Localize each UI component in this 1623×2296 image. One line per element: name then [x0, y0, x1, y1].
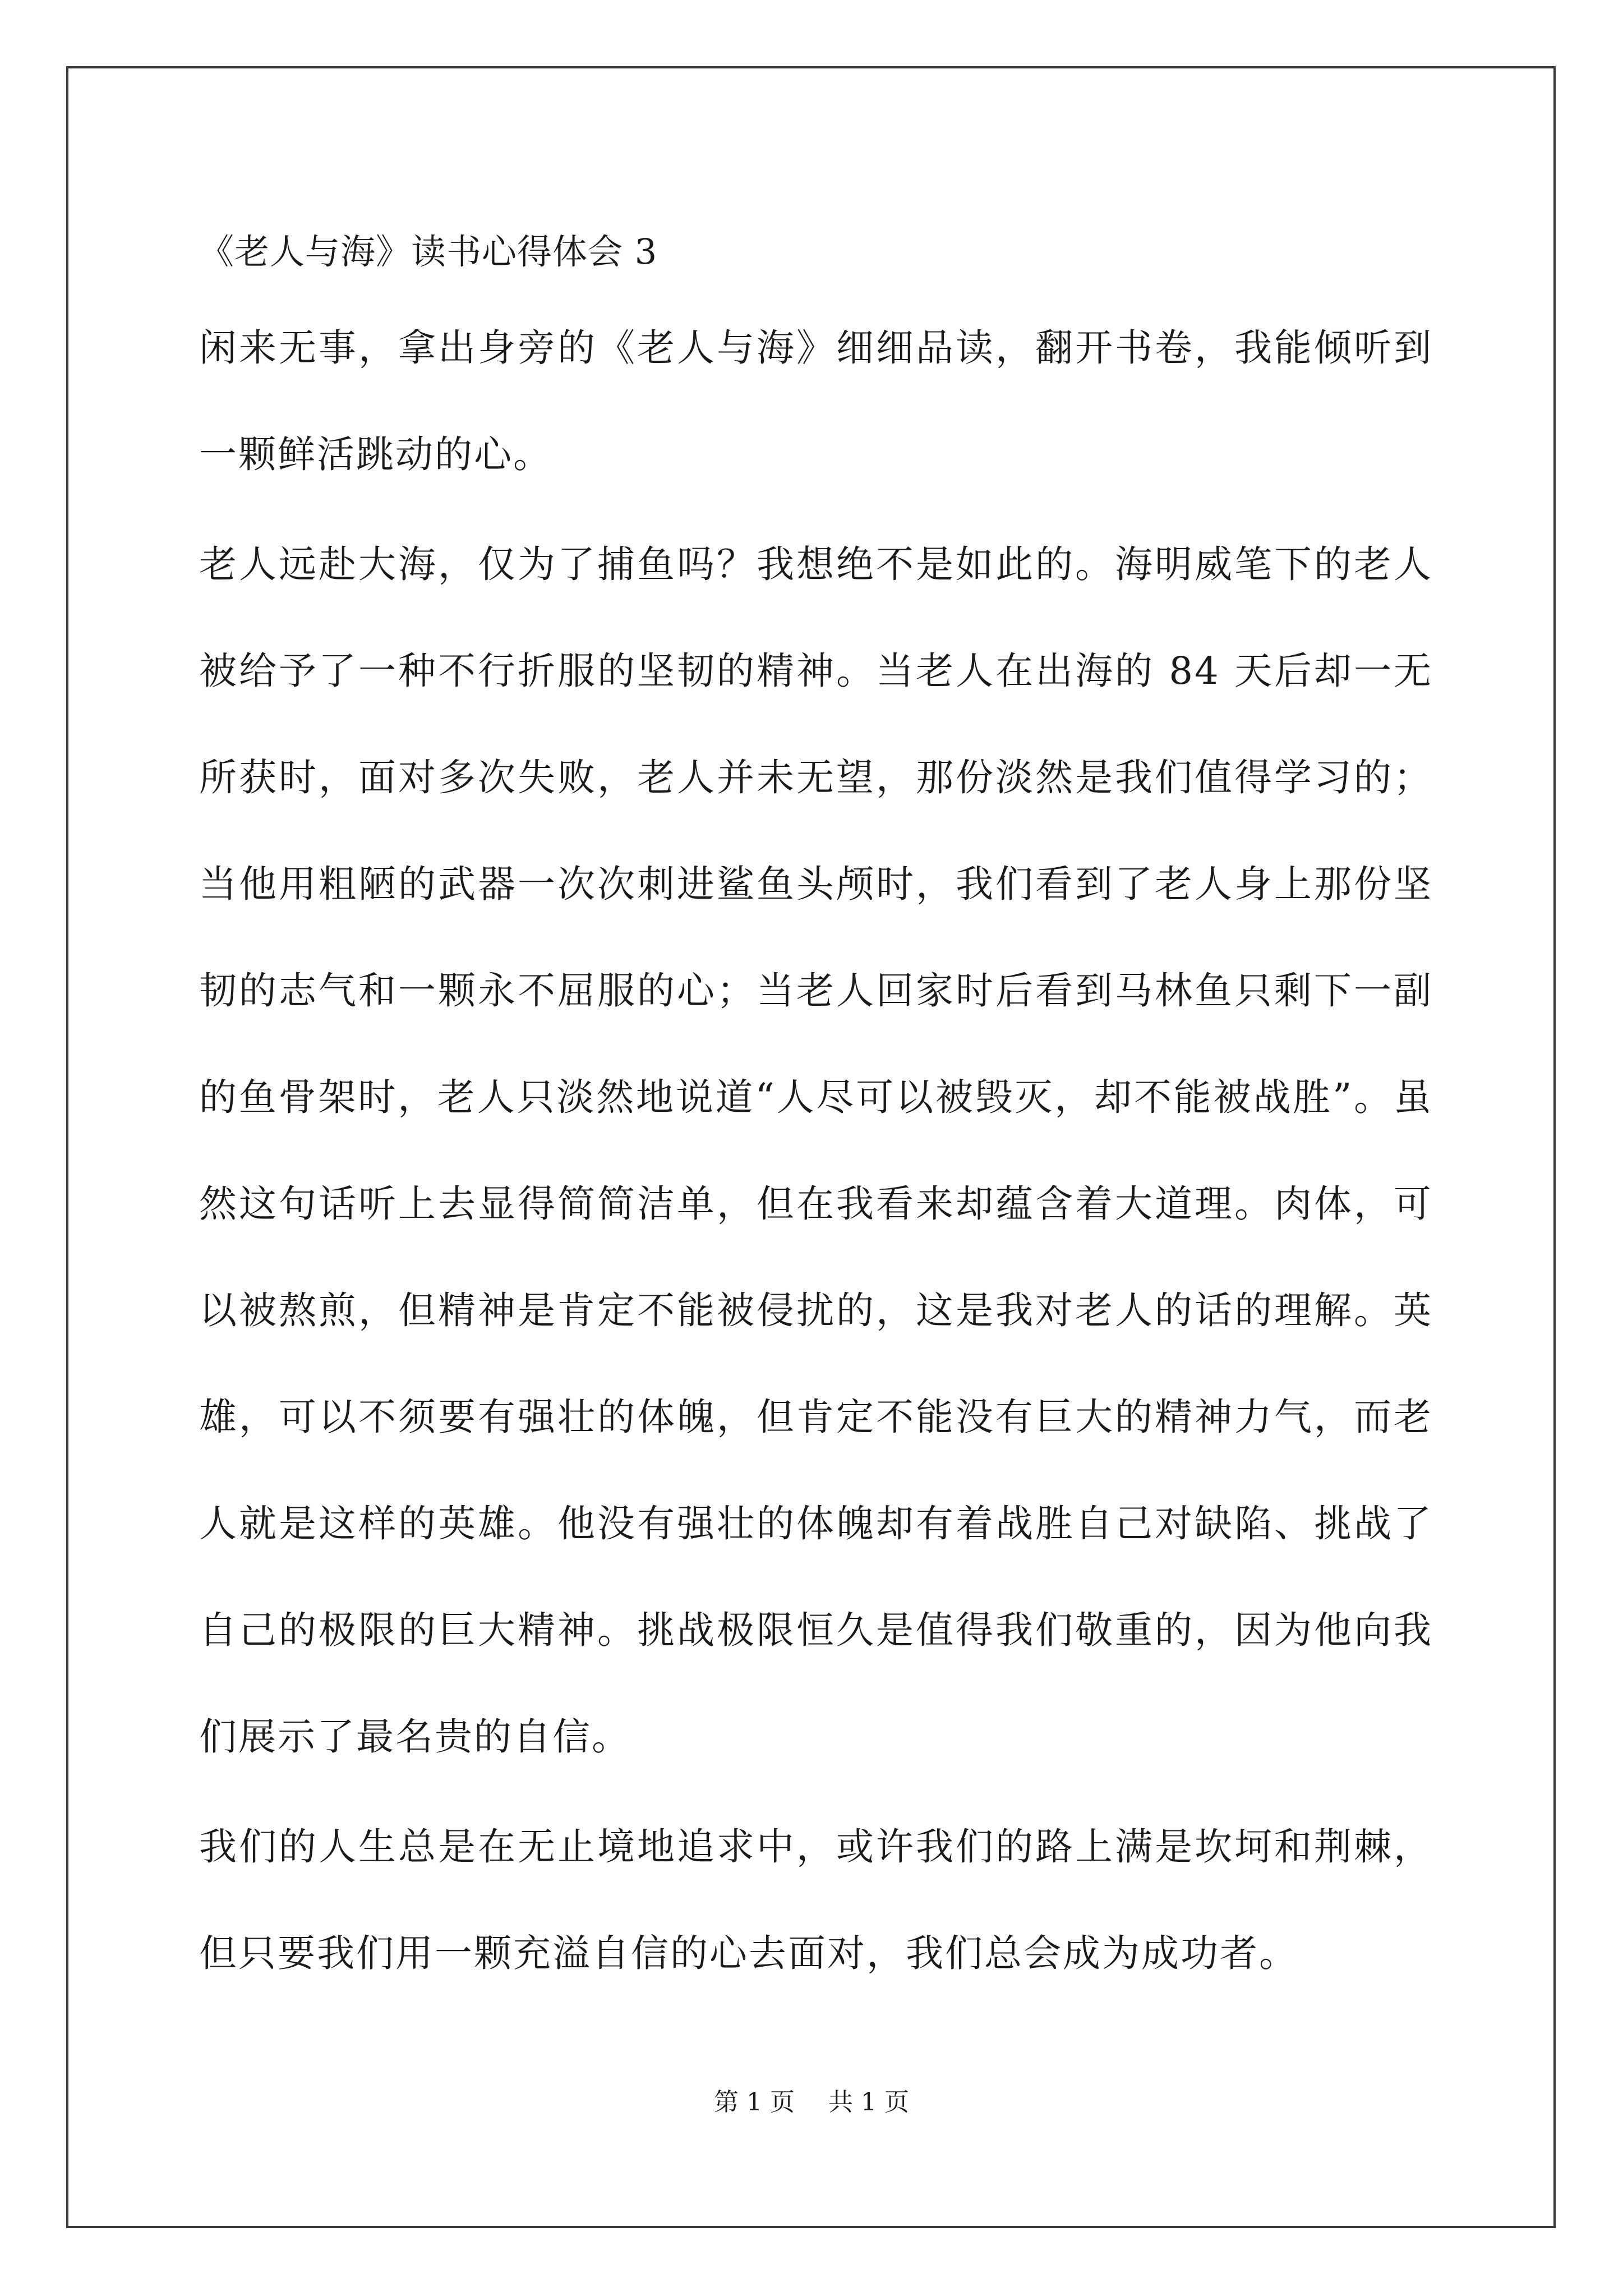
paragraph-3: 我们的人生总是在无止境地追求中，或许我们的路上满是坎坷和荆棘，但只要我们用一颗充溢自信的心去面对，我们总会成为成功者。 — [199, 1825, 1433, 1975]
paragraph-1: 闲来无事，拿出身旁的《老人与海》细细品读，翻开书卷，我能倾听到一颗鲜活跳动的心。 — [199, 326, 1433, 476]
page-footer — [0, 2086, 1623, 2119]
paragraph-2: 老人远赴大海，仅为了捕鱼吗？我想绝不是如此的。海明威笔下的老人被给予了一种不行折服的坚韧的精神。当老人在出海的 84 天后却一无所获时，面对多次失败，老人并未无望，那份淡然是我们值得学习的；当他用粗陋的武器一次次刺进鲨鱼头颅时，我们看到了老人身上那份坚韧的志气和一颗永不屈服的心；当老人回家时后看到马林鱼只剩下一副的鱼骨架时，老人只淡然地说道“人尽可以被毁灭，却不能被战胜”。虽然这句话听上去显得简简洁单，但在我看来却蕴含着大道理。肉体，可以被熬煎，但精神是肯定不能被侵扰的，这是我对老人的话的理解。英雄，可以不须要有强壮的体魄，但肯定不能没有巨大的精神力气，而老人就是这样的英雄。他没有强壮的体魄却有着战胜自己对缺陷、挑战了自己的极限的巨大精神。挑战极限恒久是值得我们敬重的，因为他向我们展示了最名贵的自信。 — [199, 542, 1433, 1759]
document-body — [199, 220, 1433, 2007]
page-total: 共 1 页 — [828, 2088, 909, 2116]
document-title: 《老人与海》读书心得体会 3 — [199, 231, 658, 272]
page-number: 第 1 页 — [714, 2088, 795, 2116]
